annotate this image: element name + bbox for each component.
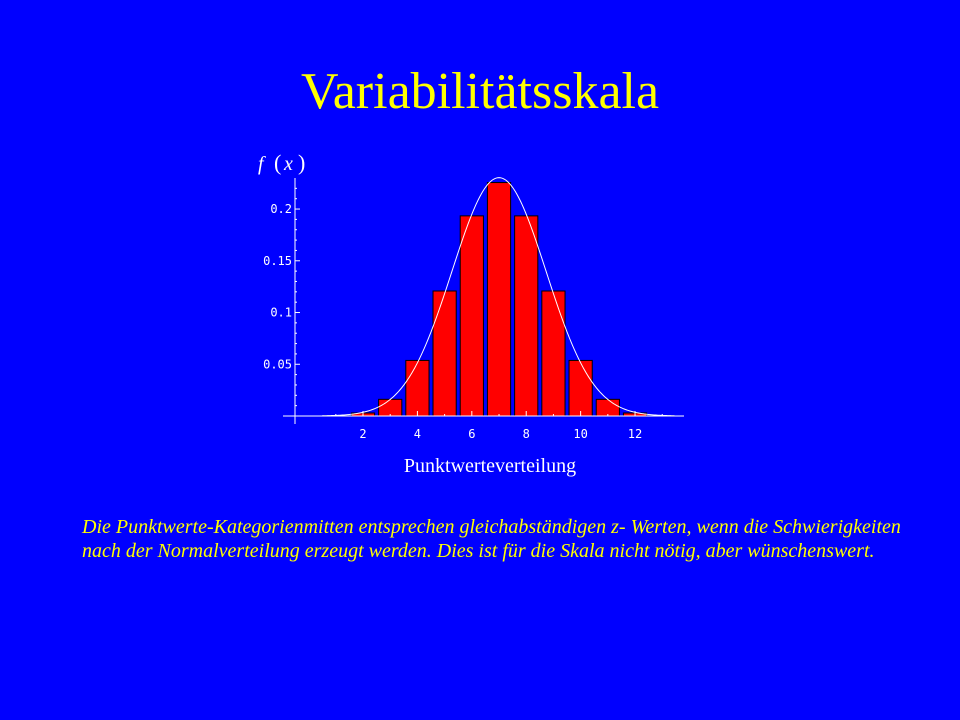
- histogram-bar-10: [569, 360, 592, 416]
- x-axis-label: Punktwerteverteilung: [403, 455, 577, 477]
- x-tick-label-12: 12: [627, 427, 643, 441]
- x-tick-label-4: 4: [413, 427, 422, 441]
- histogram-bar-5: [433, 291, 456, 416]
- x-tick-label-6: 6: [468, 427, 476, 441]
- x-tick-label-8: 8: [522, 427, 530, 441]
- y-tick-label-0.15: 0.15: [263, 253, 292, 268]
- y-axis-label-func: f: [258, 153, 264, 175]
- y-axis-label: [258, 150, 305, 175]
- y-axis-label-var: x: [284, 153, 293, 175]
- y-tick-label-0.05: 0.05: [263, 357, 292, 372]
- histogram-bar-4: [406, 360, 429, 416]
- y-tick-label-0.1: 0.1: [270, 305, 292, 320]
- x-tick-label-2: 2: [359, 427, 367, 441]
- histogram-bar-7: [487, 183, 510, 416]
- y-axis-label-close-paren: ): [298, 150, 306, 175]
- histogram-bar-3: [379, 399, 402, 416]
- slide-title: Variabilitätsskala: [300, 63, 660, 120]
- histogram-bar-11: [596, 399, 619, 416]
- y-axis-label-open-paren: (: [274, 150, 282, 175]
- explanation-text: Die Punktwerte-Kategorienmitten entsprechen gleichabständigen z- Werten, wenn die Schwierigkeiten nach der Normalverteilung erzeugt werden. Dies ist für die Skala nicht nötig, aber wünschenswert.: [82, 516, 901, 562]
- x-tick-label-10: 10: [573, 427, 588, 441]
- histogram-bar-8: [515, 216, 538, 416]
- histogram-bar-6: [460, 216, 483, 416]
- histogram-bar-9: [542, 291, 565, 416]
- y-tick-label-0.2: 0.2: [270, 202, 292, 217]
